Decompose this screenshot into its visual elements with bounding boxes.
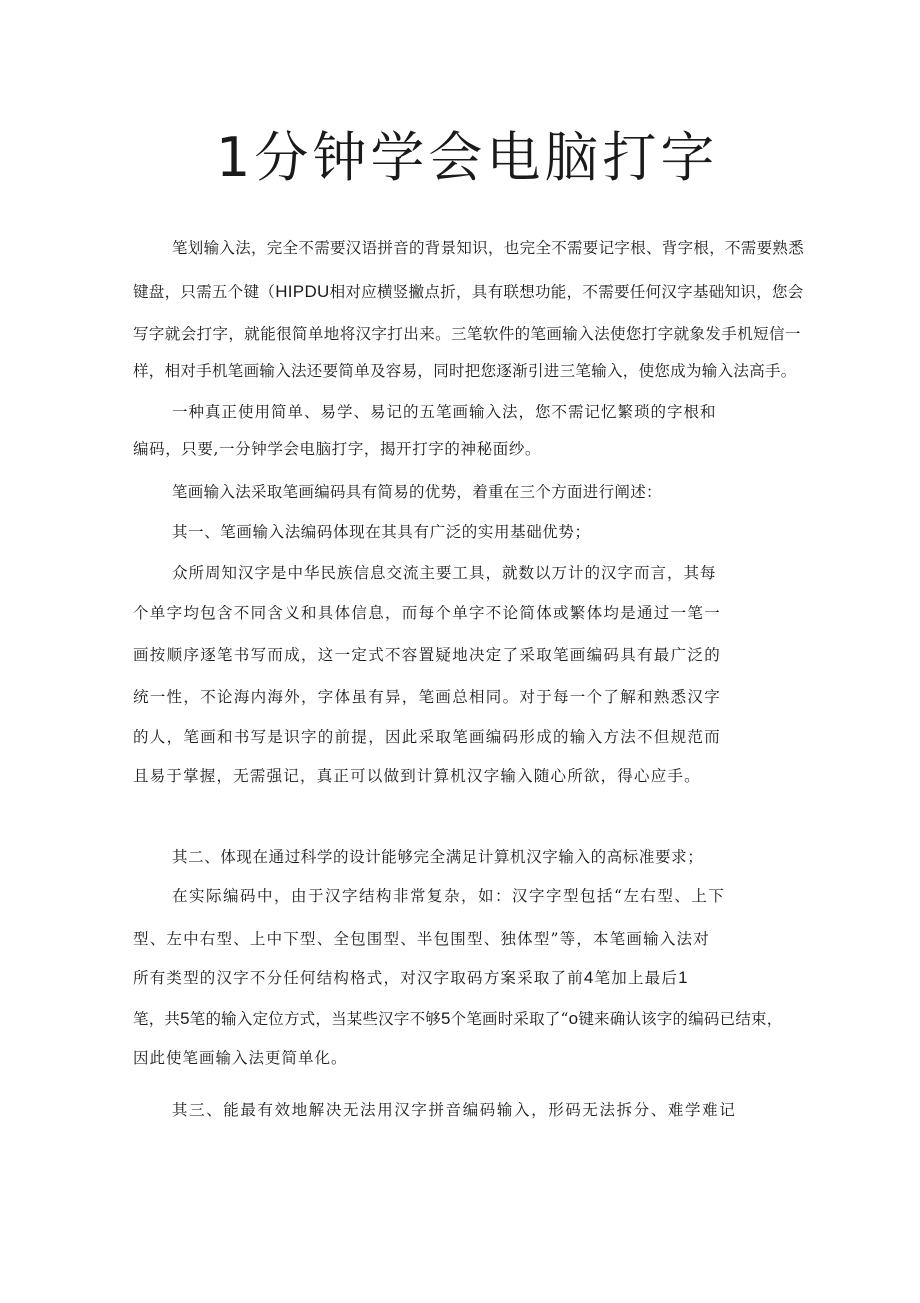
- paragraph-line: 众所周知汉字是中华民族信息交流主要工具，就数以万计的汉字而言，其每: [172, 564, 717, 582]
- document-title: 1分钟学会电脑打字: [216, 126, 719, 189]
- paragraph-line: 画按顺序逐笔书写而成，这一定式不容置疑地决定了采取笔画编码具有最广泛的: [133, 646, 722, 664]
- paragraph-line: 且易于掌握，无需强记，真正可以做到计算机汉字输入随心所欲，得心应手。: [133, 767, 701, 785]
- paragraph-line: 其一、笔画输入法编码体现在其具有广泛的实用基础优势；: [172, 523, 591, 541]
- paragraph-line: 样，相对手机笔画输入法还要简单及容易，同时把您逐渐引进三笔输入，使您成为输入法高手。: [133, 362, 797, 380]
- paragraph-line: 因此使笔画输入法更简单化。: [133, 1049, 348, 1067]
- paragraph-line: 编码，只要,一分钟学会电脑打字，揭开打字的神秘面纱。: [133, 440, 542, 458]
- paragraph-line: 键盘，只需五个键（HIPDU相对应横竖撇点折，具有联想功能，不需要任何汉字基础知识，您会: [133, 282, 804, 301]
- paragraph-line: 个单字均包含不同含义和具体信息，而每个单字不论简体或繁体均是通过一笔一: [133, 604, 722, 622]
- paragraph-line: 型、左中右型、上中下型、全包围型、半包围型、独体型”等，本笔画输入法对: [133, 930, 710, 948]
- paragraph-line: 在实际编码中，由于汉字结构非常复杂，如：汉字字型包括“左右型、上下: [172, 887, 726, 905]
- paragraph-line: 笔画输入法采取笔画编码具有简易的优势，着重在三个方面进行阐述：: [172, 483, 662, 501]
- paragraph-line: 统一性，不论海内海外，字体虽有异，笔画总相同。对于每一个了解和熟悉汉字: [133, 688, 722, 706]
- paragraph-line: 一种真正使用简单、易学、易记的五笔画输入法，您不需记忆繁琐的字根和: [172, 403, 717, 421]
- paragraph-line: 笔，共5笔的输入定位方式，当某些汉字不够5个笔画时采取了“o键来确认该字的编码已结束，: [133, 1009, 783, 1028]
- paragraph-line: 其二、体现在通过科学的设计能够完全满足计算机汉字输入的高标准要求；: [172, 848, 704, 866]
- paragraph-line: 笔划输入法，完全不需要汉语拼音的背景知识，也完全不需要记字根、背字根，不需要熟悉: [172, 239, 805, 257]
- paragraph-line: 写字就会打字，就能很简单地将汉字打出来。三笔软件的笔画输入法使您打字就象发手机短信一: [133, 325, 801, 343]
- paragraph-line: 的人，笔画和书写是识字的前提，因此采取笔画编码形成的输入方法不但规范而: [133, 728, 722, 746]
- paragraph-line: 所有类型的汉字不分任何结构格式，对汉字取码方案采取了前4笔加上最后1: [133, 968, 689, 987]
- paragraph-line: 其三、能最有效地解决无法用汉字拼音编码输入，形码无法拆分、难学难记: [172, 1101, 737, 1119]
